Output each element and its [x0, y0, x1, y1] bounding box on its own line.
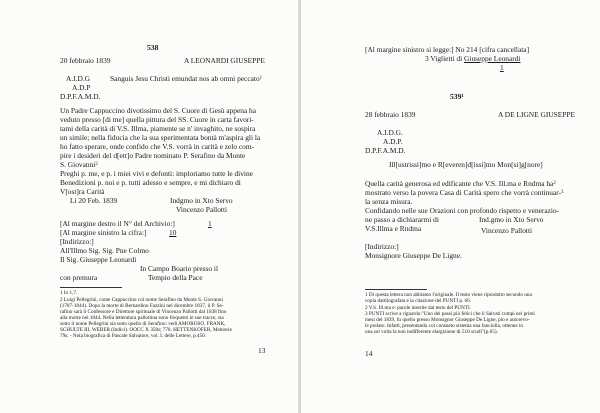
abbr-line: A.D.P.: [383, 137, 403, 146]
closing-date: Li 20 Feb. 1839: [70, 196, 118, 205]
abbr-line: A.I.D.G.: [377, 128, 403, 137]
body-line: S. Giovanni$^2$: [60, 160, 98, 169]
closing-servo: Ind.gmo in Xto Servo: [479, 215, 544, 224]
footnote: le prelato. Infatti, presentando col consueto sistema una fanciulla, ottenne in: [365, 323, 524, 329]
body-line: Preghi p. me, e p. i miei vivi e defonti: imploriamo tutte le divine: [60, 169, 253, 178]
margin-cifra-value: 10: [169, 228, 177, 237]
margin-note-value: 1: [208, 219, 212, 228]
salutation: Ill[ustrissi]mo e R[everen]d[issi]mo Mon[si]g[nore]: [389, 160, 543, 169]
margin-note: 3 Viglietti di Giuseppe Leonardi: [425, 54, 521, 63]
body-line: mostrato verso la povera Casa di Carità spero che vorrà continuar-$^3$: [365, 188, 564, 197]
body-line: un simile; nella fiducia che la sua sperimentata bontà m'aspira gli la: [60, 133, 261, 142]
address-line: All'Illmo Sig. Sig. Pne Colmo: [60, 246, 149, 255]
letter-date: 28 febbraio 1839: [365, 110, 416, 119]
body-line: veduto presso [di me] quella pittura del SS. Cuore in carta favori-: [60, 115, 254, 124]
footnote: 3 PUNTI scrive a riguardo:"Uno dei passi più felici che il Salvati compi nei primi: [365, 311, 535, 317]
footnote: 2 V.S. Ill.ma e: parole inserite dal testo del PUNTI.: [365, 305, 471, 311]
footnote: (1787-1844). Dopo la morte di Bernardino Fazzini nel dicembre 1837, il P. Se-: [60, 303, 224, 309]
body-line: la senza misura.: [365, 197, 413, 206]
page-number: 14: [365, 349, 373, 358]
footnote-rule: [60, 287, 122, 288]
page-header: $539^1$: [450, 92, 464, 101]
address-place: In Campo Boario presso il: [140, 264, 219, 273]
address-place: Tempio della Pace: [148, 273, 203, 282]
footnote: SCHULTE III, WEBER (Indici). OOCC X 358s; 770. HETTENKOFER, Memorie: [60, 327, 232, 333]
body-line: pire i desideri del d[ett]o Padre nominato P. Serafino da Monte: [60, 151, 246, 160]
footnote: 2 Luigi Pellegrini, come Cappuccino col nome Serafino da Monte S. Giovanni: [60, 297, 223, 303]
margin-note: [Al margine destro il N° del Archivio:]: [60, 219, 175, 228]
indirizzo-label: [Indirizzo:]: [365, 242, 399, 251]
body-line: Confidando nelle sue Orazioni con profondo rispetto e venerazio-: [365, 206, 560, 215]
abbr-line: A.I.D.G: [66, 74, 91, 83]
abbr-line: A.D.P: [72, 83, 91, 92]
indirizzo-label: [Indirizzo:]: [60, 237, 94, 246]
signature: Vincenzo Pallotti: [176, 205, 228, 214]
page-number: 13: [258, 346, 266, 355]
footnote-rule: [365, 289, 427, 290]
abbr-line: D.P.F.A.M.D.: [365, 146, 406, 155]
address-line: Monsignore Giuseppe De Ligne.: [365, 251, 462, 260]
footnote: mesi del 1839, fu quello presso Monsignor Giuseppe De Ligne, pio e autorevo-: [365, 317, 530, 323]
signature: Vincenzo Pallotti: [481, 226, 533, 235]
margin-note-value: 1: [500, 63, 504, 72]
footnote: rafino sarà il Confessore e Direttore spirituale di Vincenzo Pallotti dal 1838 fino: [60, 309, 227, 315]
body-line: ne passo a dichiararmi di: [365, 215, 439, 224]
footnote: 1 Di questa lettera non abbiamo l'originale. Il testo viene riprodotto secondo una: [365, 292, 532, 298]
body-line: Un Padre Cappuccino divotissimo del S. Cuore di Gesù appena ha: [60, 106, 257, 115]
letter-recipient: A DE LIGNE GIUSEPPE: [498, 110, 575, 119]
con-premura: con premura: [60, 273, 98, 282]
footnote: 1 Io 1,7.: [60, 290, 78, 296]
margin-note: [Al margine sinistro si legge:] No 214 [cifra cancellata]: [365, 45, 530, 54]
closing-servo: Indgmo in Xto Servo: [170, 196, 233, 205]
margin-note: [Al margine sinistro la cifra:]: [60, 228, 147, 237]
footnote: alla morte nel 1844. Nella letteratura pallottina sono frequenti le sue tracce, sia: [60, 315, 224, 321]
footnote: copia dattilografata e la citazione del PUNTI p. 66.: [365, 298, 472, 304]
letter-date: 20 febbraio 1839: [60, 56, 111, 65]
left-page: [0, 0, 299, 413]
abbr-line: D.P.F.A.M.D.: [60, 92, 101, 101]
footnote: una sol volta la non indifferente elargizione di 510 scudi"(p.65).: [365, 329, 498, 335]
body-line: tami della carità di V.S. Illma, piamente se n' invaghito, ne sospira: [60, 124, 256, 133]
greeting: Sanguis Jesu Christi emundat nos ab omni peccato$^1$: [110, 74, 263, 83]
body-line: ho fatto sperare, onde confido che V.S. vorrà in carità e zelo com-: [60, 142, 255, 151]
address-line: Il Sig. Giuseppe Leonardi: [60, 255, 137, 264]
right-page: [301, 0, 600, 413]
footnote: 79s. - Nota biografica di Pascale Salvatore, vol. I. delle Lettere, p.450.: [60, 333, 207, 339]
body-line: Benedizioni p. noi e p. tutti adesso e sempre, e mi dichiaro di: [60, 178, 241, 187]
letter-recipient: A LEONARDI GIUSEPPE: [184, 56, 265, 65]
body-line: V[ost]ra Carità: [60, 187, 105, 196]
page-header: 538: [147, 43, 159, 52]
closing-left: V.S.Illma e Rndma: [365, 224, 422, 233]
footnote: sotto il nome Pellegrini sia sotto quello di Serafino: vedi AMOROSO, FRANK,: [60, 321, 226, 327]
body-line: Quella carità generosa ed edificante che V.S. Ill.ma e Rndma $ha^2$: [365, 179, 556, 188]
